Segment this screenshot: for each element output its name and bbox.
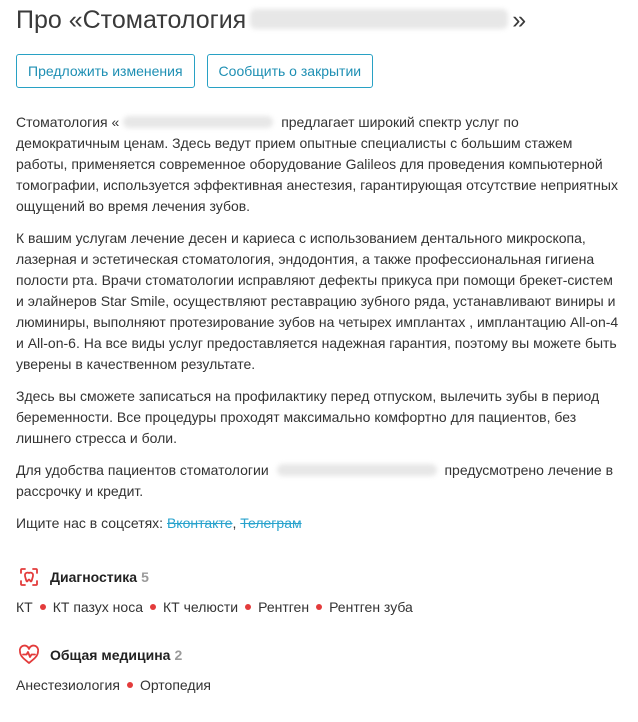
social-link-vk[interactable]: Вконтакте xyxy=(166,515,233,531)
about-p1-rest: предлагает широкий спектр услуг по демократичным ценам. Здесь ведут прием опытные специалисты с большим стажем работы, применяется современное оборудование Galileos для проведения компьютерной томографии, используется эффективная анестезия, гарантирующая отсутствие неприятных ощущений во время лечения зубов. xyxy=(16,114,618,214)
spec-general-medicine xyxy=(16,640,622,696)
suggest-changes-button[interactable]: Предложить изменения xyxy=(16,54,195,88)
title-prefix: Про «Стоматология xyxy=(16,6,247,34)
social-link-telegram[interactable]: Телеграм xyxy=(240,515,302,531)
spec-title: Общая медицина xyxy=(50,647,171,663)
social-links xyxy=(16,513,622,534)
action-buttons xyxy=(16,54,622,88)
spec-header xyxy=(16,562,622,592)
about-p4-rest: предусмотрено лечение в рассрочку и кредит. xyxy=(16,462,614,499)
spec-tag[interactable]: КТ пазух носа xyxy=(52,599,143,615)
redacted-clinic-name xyxy=(250,9,508,29)
about-p4-start: Для удобства пациентов стоматологии xyxy=(16,462,269,478)
tag-separator-dot xyxy=(245,604,251,610)
tag-separator-dot xyxy=(316,604,322,610)
title-suffix: » xyxy=(512,6,527,34)
spec-tags xyxy=(16,596,622,618)
tag-separator-dot xyxy=(150,604,156,610)
tooth-scan-icon xyxy=(16,564,42,590)
redacted-clinic-name xyxy=(123,116,273,128)
spec-tag[interactable]: КТ xyxy=(16,599,33,615)
redacted-clinic-name xyxy=(277,464,437,476)
spec-tag[interactable]: КТ челюсти xyxy=(162,599,239,615)
spec-tags xyxy=(16,674,622,696)
about-p1-start: Стоматология « xyxy=(16,114,120,130)
about-paragraph: Здесь вы сможете записаться на профилактику перед отпуском, вылечить зубы в период беременности. Все процедуры проходят максимально комфортно для пациентов, без лишнего стресса и боли. xyxy=(16,388,600,446)
spec-count: 5 xyxy=(141,569,149,585)
spec-count: 2 xyxy=(174,647,183,663)
page-title xyxy=(16,0,622,40)
spec-tag[interactable]: Рентген xyxy=(258,599,310,615)
about-paragraph xyxy=(16,112,622,217)
spec-title: Диагностика xyxy=(50,569,138,585)
spec-tag[interactable]: Анестезиология xyxy=(16,677,120,693)
spec-header xyxy=(16,640,622,670)
heart-pulse-icon xyxy=(16,642,42,668)
social-separator: , xyxy=(232,515,237,531)
about-paragraph xyxy=(16,460,622,502)
social-prefix: Ищите нас в соцсетях: xyxy=(16,515,164,531)
specializations xyxy=(16,562,622,696)
tag-separator-dot xyxy=(40,604,46,610)
spec-diagnostics xyxy=(16,562,622,618)
tag-separator-dot xyxy=(127,682,133,688)
report-closure-button[interactable]: Сообщить о закрытии xyxy=(207,54,374,88)
spec-tag[interactable]: Рентген зуба xyxy=(329,599,413,615)
spec-tag[interactable]: Ортопедия xyxy=(139,677,211,693)
about-text xyxy=(16,112,622,534)
about-paragraph: К вашим услугам лечение десен и кариеса с использованием дентального микроскопа, лазерная и эстетическая стоматология, эндодонтия, а также профессиональная гигиена полости рта. Врачи стоматологии исправляют дефекты прикуса при помощи брекет-систем и элайнеров Star Smile, осуществляют реставрацию зубного ряда, устанавливают виниры и люминиры, выполняют протезирование зубов на четырех имплантах , имплантацию All-on-4 и All-on-6. На все виды услуг предоставляется надежная гарантия, поэтому вы можете быть уверены в качественном результате. xyxy=(16,230,619,372)
